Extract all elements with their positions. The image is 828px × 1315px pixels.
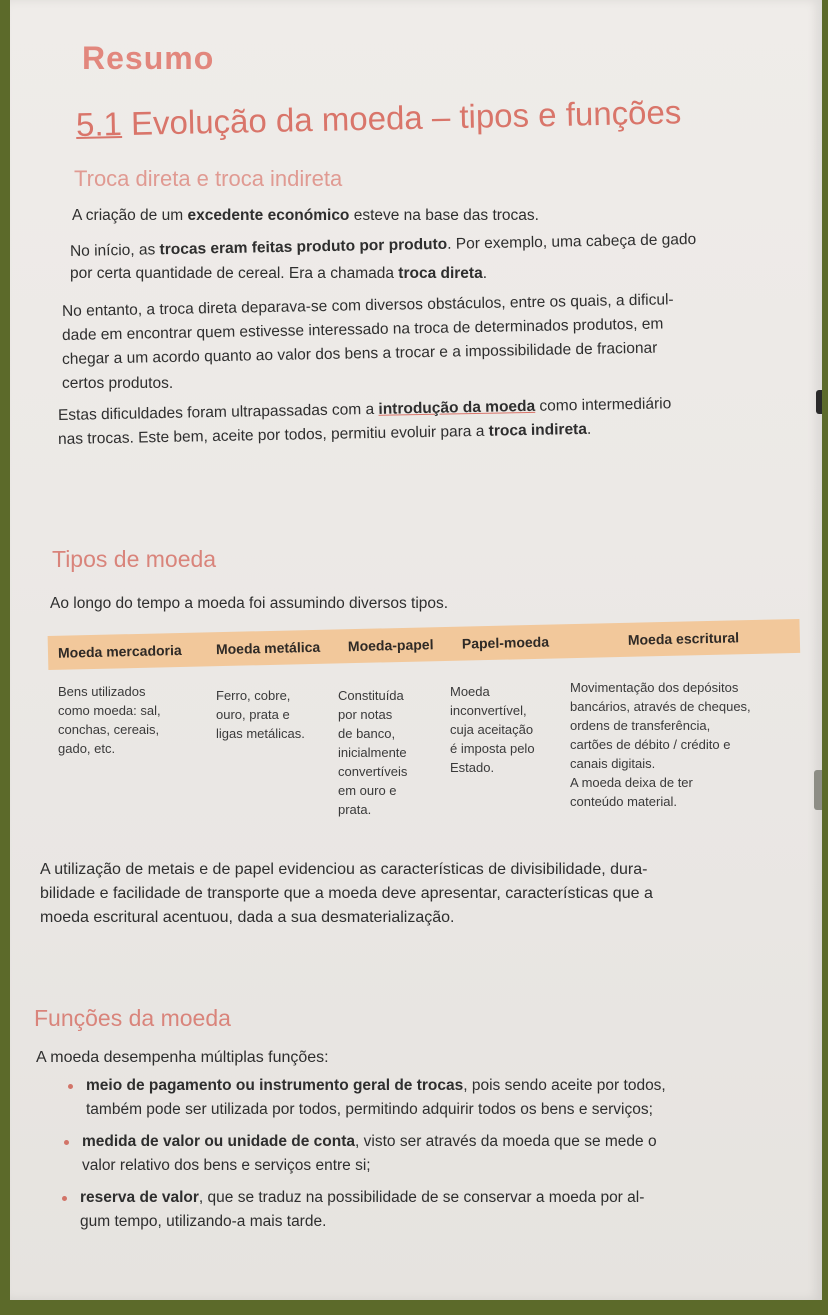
table-header: Papel-moeda xyxy=(461,633,550,652)
funcoes-intro: A moeda desempenha múltiplas funções: xyxy=(36,1049,329,1066)
intro-line: por certa quantidade de cereal. Era a chamada troca direta. xyxy=(70,265,488,282)
metais-line: bilidade e facilidade de transporte que a moeda deve apresentar, características que a xyxy=(40,885,653,902)
section-title xyxy=(76,93,682,144)
bullet-icon xyxy=(68,1084,73,1089)
metais-line: A utilização de metais e de papel evidenciou as características de divisibilidade, dura- xyxy=(40,861,648,878)
bullet-icon xyxy=(62,1196,67,1201)
section-number: 5.1 xyxy=(75,105,123,143)
funcao-item: meio de pagamento ou instrumento geral de trocas, pois sendo aceite por todos, xyxy=(86,1077,666,1094)
intro-line: certos produtos. xyxy=(62,375,174,392)
table-cell-moeda-papel: Constituída por notas de banco, inicialmente convertíveis em ouro e prata. xyxy=(338,688,408,817)
page-edge-marker xyxy=(816,390,822,414)
textbook-page xyxy=(10,0,822,1300)
funcao-item-cont: também pode ser utilizada por todos, permitindo adquirir todos os bens e serviços; xyxy=(86,1101,653,1118)
metais-line: moeda escritural acentuou, dada a sua desmaterialização. xyxy=(40,909,455,926)
table-cell-metalica: Ferro, cobre, ouro, prata e ligas metálicas. xyxy=(216,688,305,741)
table-header-row xyxy=(48,619,801,670)
table-cell-escritural: Movimentação dos depósitos bancários, através de cheques, ordens de transferência, cartões de débito / crédito e canais digitais. A moeda deixa de ter conteúdo material. xyxy=(570,680,751,809)
funcoes-title: Funções da moeda xyxy=(34,1005,231,1031)
intro-line: dade em encontrar quem estivesse interessado na troca de determinados produtos, em xyxy=(61,315,664,344)
table-header: Moeda metálica xyxy=(215,638,321,658)
funcao-item: medida de valor ou unidade de conta, visto ser através da moeda que se mede o xyxy=(82,1133,657,1150)
intro-line: chegar a um acordo quanto ao valor dos bens a trocar e a impossibilidade de fracionar xyxy=(61,339,658,368)
table-cell-mercadoria: Bens utilizados como moeda: sal, conchas, cereais, gado, etc. xyxy=(58,684,161,756)
intro-line: No entanto, a troca direta deparava-se com diversos obstáculos, entre os quais, a dificul- xyxy=(61,291,674,320)
intro-line: No início, as trocas eram feitas produto por produto. Por exemplo, uma cabeça de gado xyxy=(69,230,697,260)
intro-line: A criação de um excedente económico esteve na base das trocas. xyxy=(72,207,539,224)
table-header: Moeda-papel xyxy=(347,636,434,655)
resumo-heading: Resumo xyxy=(82,40,215,76)
table-header: Moeda mercadoria xyxy=(57,641,182,661)
funcao-item-cont: valor relativo dos bens e serviços entre si; xyxy=(82,1157,371,1174)
page-edge-marker xyxy=(814,770,822,810)
funcao-item-cont: gum tempo, utilizando-a mais tarde. xyxy=(80,1213,327,1230)
section-title-text: Evolução da moeda – tipos e funções xyxy=(121,93,682,143)
funcao-item: reserva de valor, que se traduz na possibilidade de se conservar a moeda por al- xyxy=(80,1189,645,1206)
tipos-intro: Ao longo do tempo a moeda foi assumindo diversos tipos. xyxy=(50,595,449,612)
intro-line: nas trocas. Este bem, aceite por todos, permitiu evoluir para a troca indireta. xyxy=(57,420,592,448)
table-cell-papel-moeda: Moeda inconvertível, cuja aceitação é imposta pelo Estado. xyxy=(450,684,535,775)
bullet-icon xyxy=(64,1140,69,1145)
table-header: Moeda escritural xyxy=(627,629,740,648)
intro-line: Estas dificuldades foram ultrapassadas com a introdução da moeda como intermediário xyxy=(57,395,672,424)
subsection-title: Troca direta e troca indireta xyxy=(74,166,343,191)
tipos-title: Tipos de moeda xyxy=(52,546,217,572)
